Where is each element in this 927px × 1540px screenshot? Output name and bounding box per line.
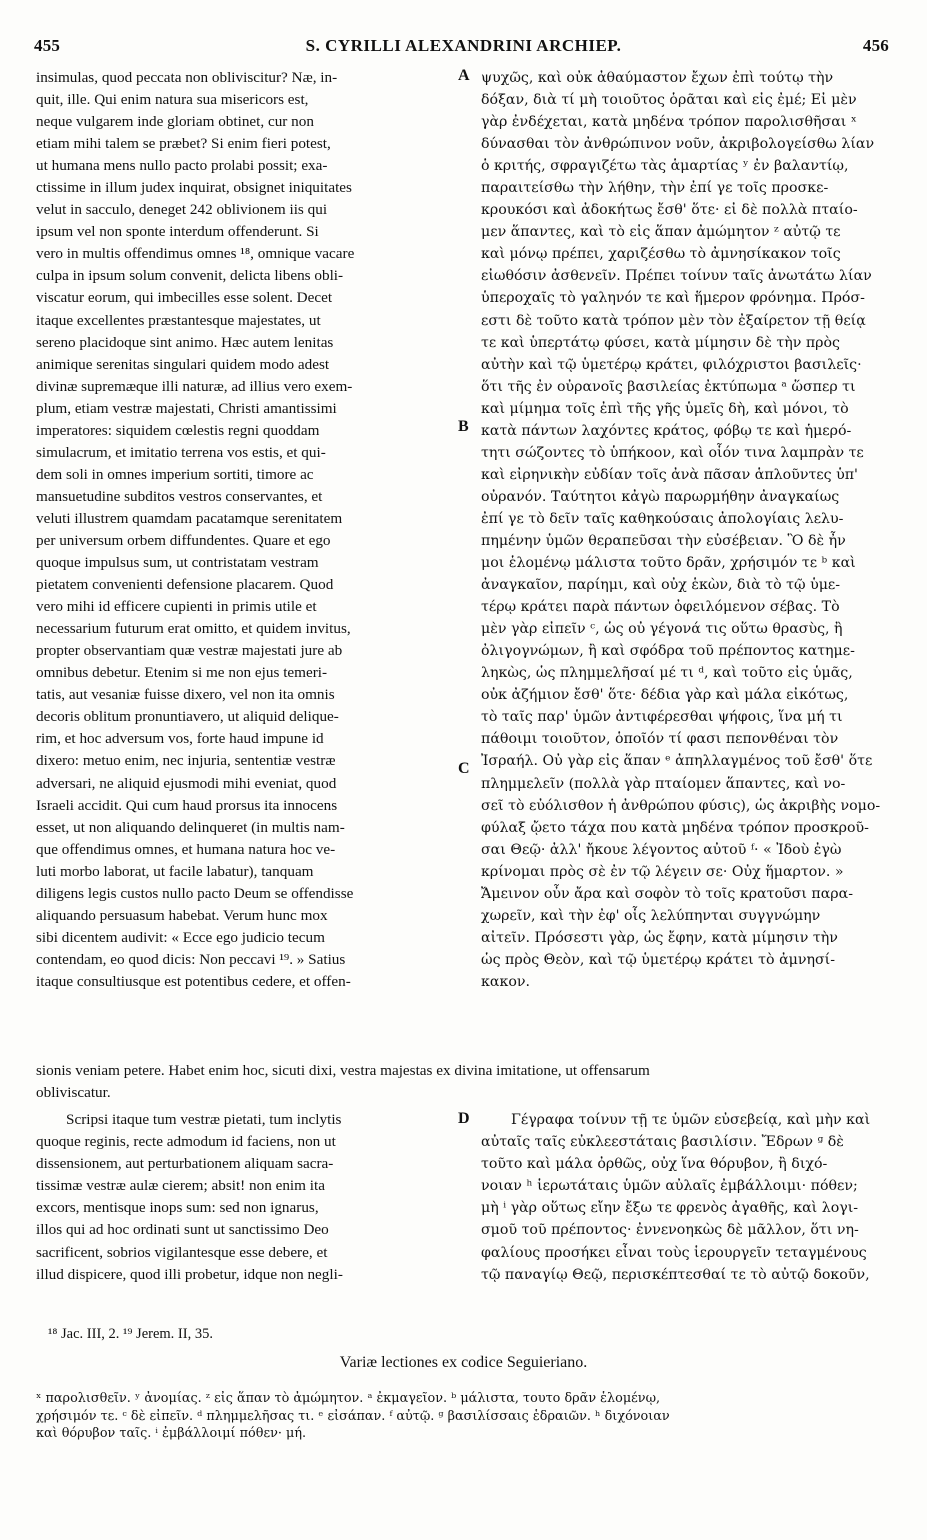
footnotes: ¹⁸ Jac. III, 2. ¹⁹ Jerem. II, 35. [48,1326,213,1342]
full-width-line: obliviscatur. [36,1084,111,1101]
variant-line: ˣ παρολισθεῖν. ʸ ἀνομίας. ᶻ εἰς ἅπαν τὸ ἀμώμητον. ᵃ ἐκμαγεῖον. ᵇ μάλιστα, τουτο δρᾶν ἑλομένῳ, [36,1391,661,1406]
greek-line: καὶ μίμημα τοῖς ἐπὶ τῆς γῆς ὑμεῖς δὴ, καὶ μόνοι, τὸ [481,400,849,417]
greek-line: Γέγραφα τοίνυν τῇ τε ὑμῶν εὐσεβείᾳ, καὶ μὴν καὶ [511,1112,871,1128]
greek-line: ὁ κριτής, σφραγιζέτω τὰς ἁμαρτίας ʸ ἐν βαλαντίῳ, [481,158,849,175]
margin-letter-d: D [458,1110,470,1127]
latin-line: rim, et hoc adversum vos, forte haud impune id [36,730,324,748]
greek-line: μεν ἅπαντες, καὶ τὸ εἰς ἅπαν ἀμώμητον ᶻ αὐτῷ τε [481,224,841,241]
greek-line: αὐταῖς ταῖς εὐκλεεστάταις βασιλίσιν. Ἔδρων ᵍ δὲ [481,1134,844,1151]
greek-line: τὸ ταῖς παρ' ὑμῶν ἀντιφέρεσθαι ψήφοις, ἵνα μή τι [481,709,843,726]
latin-line: omnibus debetur. Etenim si me non ejus temeri- [36,664,328,682]
latin-line: illud dispicere, quod illi probetur, idque non negli- [36,1265,343,1283]
greek-line: ὀλιγογνώμων, ἢ καὶ σφόδρα τοῦ πρέποντος κατημε- [481,643,855,660]
greek-line: τοῦτο καὶ μάλα ὀρθῶς, οὐχ ἵνα θόρυβον, ἢ διχό- [481,1156,828,1173]
greek-line: κρίνομαι πρὸς σὲ ἐν τῷ λέγειν σε· Οὐχ ἥμαρτον. » [481,863,844,880]
greek-line: εστι δὲ τοῦτο κατὰ τρόπον μὲν τὸν ἐξαίρετον τῇ θείᾳ [481,312,866,329]
greek-line: Ἄμεινον οὖν ἄρα καὶ σοφὸν τὸ τοῖς κρατοῦσι παρα- [481,885,854,902]
greek-line: μὴ ⁱ γὰρ οὕτως εἴην ἔξω τε φρενὸς ἀγαθῆς, καὶ λογι- [481,1200,859,1217]
latin-line: veluti illustrem quamdam pacatamque serenitatem [36,509,343,527]
latin-paragraph-2 [36,1109,454,1286]
variant-line: χρήσιμόν τε. ᶜ δὲ εἰπεῖν. ᵈ πλημμελῆσας τι. ᵉ εἰσάπαν. ᶠ αὐτῷ. ᵍ βασιλίσσαις ἑδραιῶν. ʰ διχόνοιαν [36,1408,670,1424]
greek-line: ὅτι τῆς ἐν οὐρανοῖς βασιλείας ἐκτύπωμα ᵃ ὥσπερ τι [481,378,856,395]
latin-line: simulacrum, et imitatio terrena vos estis, et qui- [36,443,326,461]
latin-line: quoque impulsus sum, ut contristatam vestram [36,554,319,572]
latin-line: illos qui ad hoc ordinati sunt ut sanctissimo Deo [36,1221,329,1239]
latin-line: animique serenitas singulari quidem modo adest [36,355,330,373]
latin-line: dissensionem, aut perturbationem aliquam sacra- [36,1155,334,1173]
greek-line: πάθοιμι τοιοῦτον, ὁποῖόν τί φασι πεπονθέναι τὸν [481,731,839,748]
latin-line: propter observantiam quæ vestræ majestati jure ab [36,642,343,660]
greek-paragraph-2 [481,1109,891,1286]
latin-line: itaque consultiusque est potentibus cedere, et offen- [36,972,351,990]
greek-line: Ἰσραήλ. Οὐ γὰρ εἰς ἅπαν ᵉ ἀπηλλαγμένος τοῦ ἔσθ' ὅτε [481,753,873,770]
latin-line: insimulas, quod peccata non obliviscitur? Næ, in- [36,69,338,86]
greek-line: ληκὼς, ὡς πλημμελῆσαί μέ τι ᵈ, καὶ τοῦτο εἰς ὑμᾶς, [481,665,853,682]
greek-line: χωρεῖν, καὶ τὴν ἐφ' οἷς λελύπηνται συγγνώμην [481,907,821,924]
page-number-left: 455 [34,36,61,55]
greek-line: πημένην ὑμῶν θεραπεῦσαι τὴν εὐσέβειαν. Ὃ δὲ ἦν [481,532,846,549]
latin-line: contendam, eo quod dicis: Non peccavi ¹⁹. » Satius [36,950,346,968]
greek-line: ὡς πρὸς Θεὸν, καὶ τῷ ὑμετέρῳ κράτει τὸ ἀμνησί- [481,951,836,968]
latin-line: ipsum vel non sponte interdum offenderunt. Si [36,223,319,241]
latin-line: itaque excellentes præstantesque majestates, ut [36,311,321,329]
latin-line: ut humana mens nullo pacto prolabi possit; exa- [36,157,328,175]
margin-letter-c: C [458,760,470,777]
latin-column [36,67,454,993]
greek-line: ὑπεροχαῖς τὸ γαληνόν τε καὶ ἥμερον φρόνημα. Πρόσ- [481,290,865,307]
latin-line: quoque reginis, recte admodum id faciens, non ut [36,1133,336,1151]
latin-line: neque vulgarem inde gloriam obtinet, cur non [36,113,314,131]
latin-line: diligens legis custos nullo pacto Deum se offendisse [36,884,354,902]
latin-line: mansuetudine subditos vestros conservantes, et [36,487,323,505]
latin-line: decoris oblitum pronuntiavero, ut aliquid delique- [36,708,339,726]
greek-line: αἰτεῖν. Πρόσεστι γὰρ, ὡς ἔφην, κατὰ μίμησιν τὴν [481,929,838,946]
greek-line: μοι ἑλομένῳ μάλιστα τοῦτο δρᾶν, χρήσιμόν τε ᵇ καὶ [481,555,856,572]
latin-line: adversari, ne aliquid ejusmodi mihi eveniat, quod [36,774,337,792]
latin-line: excors, mentisque inops sum: sed non ignarus, [36,1199,319,1217]
greek-line: τέρῳ κράτει παρὰ πάντων ὀφειλόμενον σέβας. Τὸ [481,599,840,616]
latin-line: sereno placidoque sint animo. Hæc autem lenitas [36,333,334,351]
latin-line: que offendimus omnes, et humana natura hoc ve- [36,840,336,858]
latin-line: per universum orbem diffundentes. Quare et ego [36,531,331,549]
latin-line: vero mihi id efficere cupienti in primis utile et [36,598,317,616]
greek-line: σαι Θεῷ· ἀλλ' ἤκουε λέγοντος αὐτοῦ ᶠ· « Ἰδοὺ ἐγὼ [481,841,842,858]
greek-line: κρουκόσι καὶ ἀδοκήτως ἔσθ' ὅτε· εἰ δὲ πολλὰ πταίο- [481,202,858,219]
latin-line: aliquando persuasum habebat. Verum hunc mox [36,906,328,924]
latin-line: dixero: metuo enim, nec injuria, sententiæ vestræ [36,752,336,770]
latin-line: divinæ supremæque illi naturæ, ad illius vero exem- [36,377,353,395]
latin-line: Scripsi itaque tum vestræ pietati, tum inclytis [66,1111,342,1128]
latin-line: Israeli accidit. Qui cum haud prorsus ita innocens [36,796,338,814]
latin-line: pietatem convenienti defensione placarem. Quod [36,576,334,594]
greek-line: ἀναγκαῖον, παρίημι, καὶ οὐχ ἑκὼν, διὰ τὸ τῷ ὑμε- [481,577,841,594]
greek-line: ψυχῶς, καὶ οὐκ ἀθαύμαστον ἔχων ἐπὶ τούτῳ τὴν [481,70,834,86]
latin-line: plum, etiam vestræ majestati, Christi amantissimi [36,399,337,417]
variant-readings [36,1390,896,1443]
greek-line: εἰωθόσιν ἀσθενεῖν. Πρέπει τοίνυν ταῖς ἀνωτάτω λίαν [481,268,872,285]
greek-column [481,67,891,993]
latin-line: culpa in ipsum solum convenit, delicta libens obli- [36,267,344,285]
greek-line: φαλίους προσήκει εἶναι τοὺς ἱερουργεῖν τεταγμένους [481,1244,867,1261]
variant-line: καὶ θόρυβον ταῖς. ⁱ ἐμβάλλοιμί πόθεν· μή. [36,1426,307,1441]
latin-line: etiam mihi talem se præbet? Si enim fieri potest, [36,135,331,153]
greek-line: αὐτὴν καὶ τῷ ὑμετέρῳ κράτει, φιλόχριστοι βασιλεῖς· [481,356,862,373]
latin-line: vero in multis offendimus omnes ¹⁸, omnique vacare [36,245,355,263]
latin-line: luti morbo laborat, ut facile labatur), tanquam [36,862,314,880]
greek-line: καὶ εἰρηνικὴν εὐδίαν τοῖς ἀνὰ πᾶσαν ἁπλοῦντες ὑπ' [481,466,858,483]
latin-line: quit, ille. Qui enim natura sua misericors est, [36,91,309,109]
greek-line: οὐκ ἀζήμιον ἔσθ' ὅτε· δέδια γὰρ καὶ μάλα εἰκότως, [481,687,849,704]
latin-line: sibi dicentem audivit: « Ecce ego judicio tecum [36,928,325,946]
latin-line: necessarium futurum erat omitto, et quidem invitus, [36,620,351,638]
greek-line: ἐπί γε τὸ δεῖν ταῖς καθηκούσαις ἀπολογίαις λελυ- [481,510,844,527]
greek-line: φύλαξ ᾤετο τάχα που κατὰ μηδένα τρόπον προσκροῦ- [481,819,869,836]
margin-letter-b: B [458,418,469,435]
margin-letter-a: A [458,67,470,84]
latin-line: velut in sacculo, deneget 242 oblivionem iis qui [36,201,328,219]
latin-line: tissimæ vestræ aulæ cierem; absit! non enim ita [36,1177,325,1195]
latin-line: esset, ut non aliquando delinqueret (in multis nam- [36,818,345,836]
greek-line: καὶ μόνῳ πρέπει, χαριζέσθω τὸ ἀμνησίκακον τοῖς [481,246,841,263]
latin-line: ctissime in illum judex inquirat, obsignet iniquitates [36,179,352,197]
latin-line: sacrificent, sobrios vigilantesque esse debere, et [36,1243,328,1261]
greek-line: οὐρανόν. Ταύτητοι κἀγὼ παρωρμήθην ἀναγκαίως [481,488,840,505]
greek-line: νοιαν ʰ ἱερωτάταις ὑμῶν αὐλαῖς ἐμβάλλοιμι· πόθεν; [481,1178,858,1195]
variants-title: Variæ lectiones ex codice Seguieriano. [339,1354,588,1371]
latin-line: viscatur eorum, qui imbecilles esse solent. Decet [36,289,333,307]
greek-line: κακον. [481,973,530,990]
greek-line: πλημμελεῖν (πολλὰ γὰρ πταίομεν ἅπαντες, καὶ νο- [481,775,846,792]
greek-line: γὰρ ἐνδέχεται, κατὰ μηδένα τρόπον παρολισθῆσαι ˣ [481,114,857,131]
greek-line: δύνασθαι τὸν ἀνθρώπινον νοῦν, ἀκριβολογείσθω λίαν [481,136,875,153]
greek-line: τῷ παναγίῳ Θεῷ, περισκέπτεσθαί τε τὸ αὐτῷ δοκοῦν, [481,1266,870,1283]
greek-line: παραιτείσθω τὴν λήθην, τὴν ἐπί γε τοῖς προσκε- [481,180,829,197]
latin-line: imperatores: siquidem cœlestis regni quoddam [36,421,320,439]
greek-line: μὲν γὰρ εἰπεῖν ᶜ, ὡς οὐ γέγονά τις οὕτω θρασὺς, ἢ [481,621,843,638]
greek-line: σμοῦ τοῦ πρέποντος· ἐννενοηκὼς δὲ μᾶλλον, ὅτι νη- [481,1222,859,1239]
greek-line: δόξαν, διὰ τί μὴ τοιοῦτος ὁρᾶται καὶ εἰς ἐμέ; Εἰ μὲν [481,92,857,109]
full-width-line: sionis veniam petere. Habet enim hoc, sicuti dixi, vestra majestas ex divina imitatione, ut offensarum [36,1062,650,1079]
page-number-right: 456 [862,36,889,55]
greek-line: κατὰ πάντων λαχόντες κράτος, φόβῳ τε καὶ ἡμερό- [481,422,852,439]
greek-line: σεῖ τὸ εὐόλισθον ἡ ἀνθρώπου φύσις), ὡς ἀκριβὴς νομο- [481,797,881,814]
greek-line: τητι σώζοντες τὸ ὑπήκοον, καὶ οἷόν τινα λαμπρὰν τε [481,444,864,461]
latin-line: tatis, aut vesaniæ fuisse dixero, vel non ita omnis [36,686,335,704]
latin-line: dem soli in omnes imperium sortiti, timore ac [36,465,314,483]
running-title: S. CYRILLI ALEXANDRINI ARCHIEP. [305,36,622,55]
greek-line: τε καὶ ὑπερτάτῳ φύσει, κατὰ μίμησιν δὲ τὴν πρὸς [481,334,840,351]
